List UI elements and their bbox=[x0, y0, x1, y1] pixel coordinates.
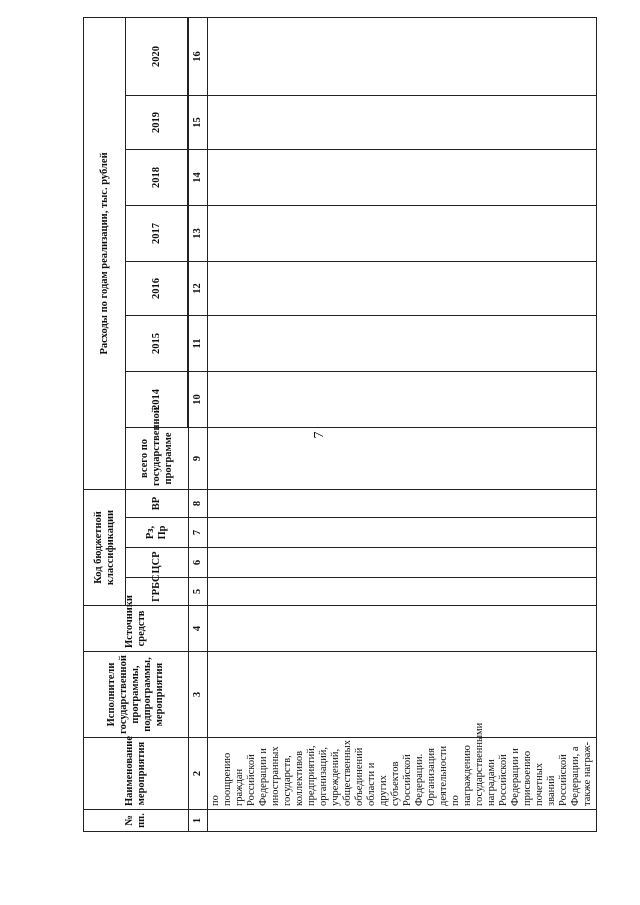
header-year-2016: 2016 bbox=[126, 261, 188, 315]
col-num: 5 bbox=[189, 578, 208, 606]
col-num: 12 bbox=[189, 261, 208, 315]
col-num: 8 bbox=[189, 489, 208, 517]
expenses-table bbox=[83, 17, 597, 832]
header-year-2014: 2014 bbox=[126, 371, 188, 427]
col-num: 4 bbox=[189, 606, 208, 652]
rotated-table-wrapper bbox=[83, 18, 593, 832]
col-num: 15 bbox=[189, 95, 208, 149]
header-year-2017: 2017 bbox=[126, 205, 188, 261]
header-year-2020: 2020 bbox=[126, 17, 188, 95]
column-numbers-row bbox=[189, 17, 208, 831]
header-executors: Исполнители государственной программы, подпрограммы, мероприятия bbox=[84, 652, 189, 738]
col-num: 6 bbox=[189, 548, 208, 578]
row-name: по поощрению граждан Российской Федерации и иностранных государств, коллективов предприятий, организаций, учреждений, общественных объединений области и других субъектов Российской Федерации. Организация деятельности по награждению государственными наградами Российской Федерации и присвоению почетных званий Российской Федерации, а также награж- bbox=[208, 738, 597, 810]
header-rzpr: Рз, Пр bbox=[126, 518, 189, 548]
header-sources: Источники средств bbox=[84, 606, 189, 652]
header-expenses: Расходы по годам реализации, тыс. рублей bbox=[84, 17, 126, 489]
header-no: № пп. bbox=[84, 810, 189, 832]
header-year-2019: 2019 bbox=[126, 95, 188, 149]
header-year-2018: 2018 bbox=[126, 149, 188, 205]
col-num: 14 bbox=[189, 149, 208, 205]
col-num: 3 bbox=[189, 652, 208, 738]
header-grbs: ГРБС bbox=[126, 578, 189, 606]
header-budget-code: Код бюджетной классификации bbox=[84, 489, 126, 605]
col-num: 9 bbox=[189, 427, 208, 489]
table-row bbox=[208, 17, 597, 831]
header-vr: ВР bbox=[126, 489, 189, 517]
col-num: 2 bbox=[189, 738, 208, 810]
header-name: Наименование мероприятия bbox=[84, 738, 189, 810]
col-num: 10 bbox=[189, 371, 208, 427]
header-year-2015: 2015 bbox=[126, 315, 188, 371]
col-num: 11 bbox=[189, 315, 208, 371]
col-num: 16 bbox=[189, 17, 208, 95]
header-total: всего по государственной программе bbox=[126, 427, 189, 489]
header-csr: ЦСР bbox=[126, 548, 189, 578]
page-number: 7 bbox=[312, 431, 327, 439]
col-num: 7 bbox=[189, 518, 208, 548]
col-num: 1 bbox=[189, 810, 208, 832]
col-num: 13 bbox=[189, 205, 208, 261]
